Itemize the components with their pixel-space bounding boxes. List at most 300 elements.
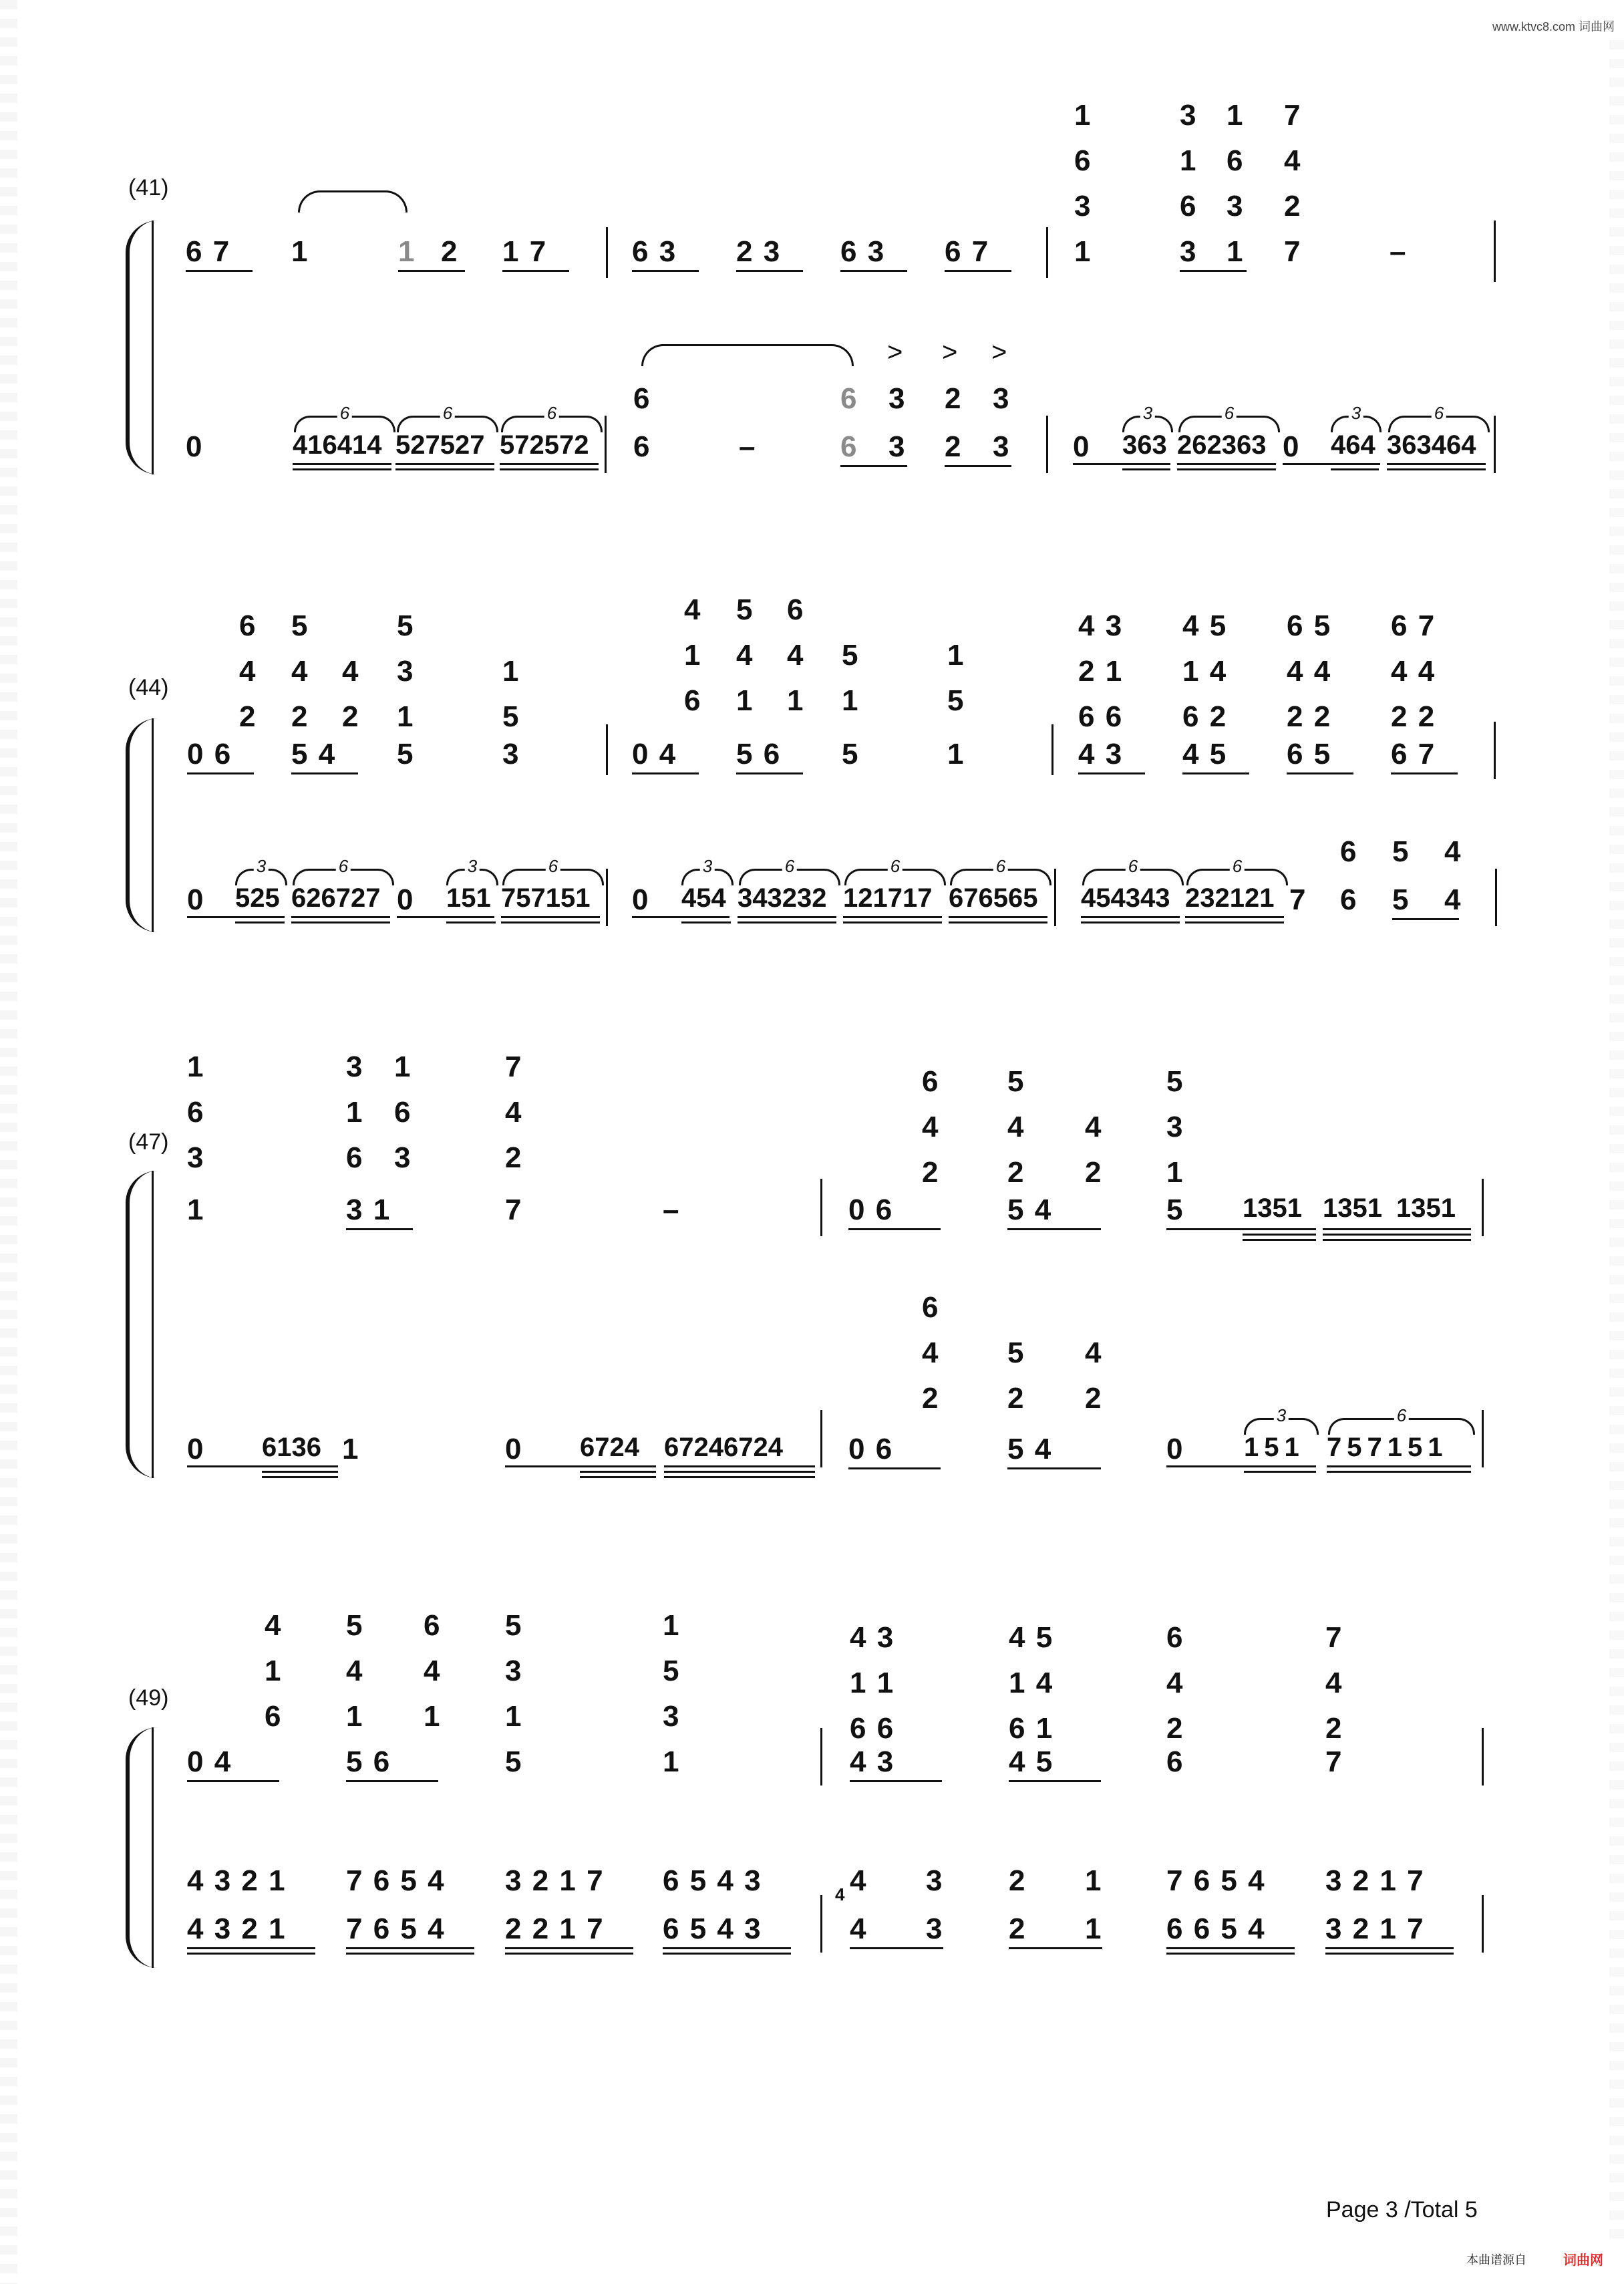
- beam-line: [1007, 1467, 1101, 1469]
- measure-number-41: (41): [128, 175, 169, 200]
- beam-line: [1166, 1947, 1295, 1949]
- system-start-barline: [152, 221, 154, 474]
- beam-line: [632, 916, 729, 918]
- watermark-strip-left: [0, 0, 17, 2284]
- note-group: 6: [1166, 1745, 1184, 1778]
- barline: [820, 1410, 822, 1467]
- chord-note: 2: [342, 700, 360, 733]
- chord-note: 5: [1392, 883, 1410, 916]
- note-group: 1: [342, 1433, 360, 1465]
- chord-note: 5: [1007, 1336, 1025, 1369]
- chord-note: 4 3: [1078, 609, 1124, 642]
- system-start-barline: [152, 1171, 154, 1478]
- beam-line: [580, 1476, 656, 1478]
- rest-dash: –: [739, 430, 757, 463]
- beam-line: [843, 921, 942, 923]
- note-group: 4: [850, 1864, 868, 1897]
- tuplet-bracket: 6: [293, 869, 394, 885]
- tie-slur: [641, 344, 854, 366]
- beam-line: [663, 1953, 791, 1955]
- barline: [606, 869, 608, 926]
- note-group: 2 3: [736, 235, 782, 268]
- chord-note: 6 1: [1009, 1712, 1054, 1745]
- note-group: 0 4: [187, 1745, 232, 1778]
- chord-note: 1: [1074, 235, 1092, 268]
- note-group: 4 3: [1078, 738, 1124, 770]
- chord-note: 1: [736, 684, 754, 717]
- chord-note: 4 5: [1182, 609, 1228, 642]
- beam-line: [262, 1471, 338, 1473]
- grand-staff-brace: [126, 1171, 163, 1478]
- note-group: 5 4: [1007, 1433, 1053, 1465]
- chord-note: 1: [684, 639, 702, 672]
- chord-note: 6: [346, 1141, 364, 1174]
- barline: [1051, 724, 1053, 775]
- note-group: 0: [1283, 430, 1301, 463]
- chord-note: 2: [1325, 1712, 1343, 1745]
- accent-mark: >: [942, 337, 958, 367]
- chord-note: 1: [1227, 235, 1245, 268]
- beam-line: [850, 1947, 943, 1949]
- beam-line: [664, 1465, 815, 1467]
- chord-note: 7: [1325, 1621, 1343, 1654]
- chord-note: 5: [663, 1655, 681, 1687]
- system-start-barline: [152, 1727, 154, 1968]
- chord-note: 6: [1180, 190, 1198, 223]
- beam-line: [500, 463, 599, 465]
- note-group: 0 6: [187, 738, 232, 770]
- beam-line: [505, 1947, 633, 1949]
- note-group: 6 3: [632, 235, 677, 268]
- note-run: 121717: [843, 883, 933, 913]
- note-group: 3 1: [346, 1193, 391, 1226]
- beam-line: [186, 270, 253, 272]
- beam-line: [235, 921, 285, 923]
- chord-note: 4: [342, 655, 360, 688]
- note-run: 363: [1122, 430, 1167, 460]
- chord-note: 7: [1284, 99, 1302, 132]
- time-signature: 4: [835, 1884, 845, 1904]
- note-group: 0: [186, 430, 204, 463]
- note-group: 5 6: [346, 1745, 391, 1778]
- chord-note: 3: [888, 430, 907, 463]
- beam-line: [1081, 921, 1180, 923]
- chord-note: 2: [922, 1156, 940, 1189]
- beam-line: [395, 463, 494, 465]
- beam-line: [346, 1228, 413, 1230]
- beam-line: [1327, 1471, 1471, 1473]
- beam-line: [1073, 463, 1170, 465]
- beam-line: [1244, 1471, 1316, 1473]
- chord-note: 1: [394, 1050, 412, 1083]
- rest-dash: –: [1390, 235, 1408, 268]
- chord-note: 4 5: [1009, 1621, 1054, 1654]
- chord-note: 4: [505, 1096, 523, 1129]
- tuplet-bracket: 6: [501, 416, 603, 432]
- beam-line: [397, 916, 494, 918]
- note-group: 3: [502, 738, 520, 770]
- note-group: 5 4: [1007, 1193, 1053, 1226]
- tuplet-bracket: 3: [1244, 1418, 1319, 1435]
- tuplet-bracket: 3: [446, 869, 498, 885]
- note-run: 626727: [291, 883, 381, 913]
- note-group: 3 2 1 7: [505, 1864, 605, 1897]
- note-group: 5: [1166, 1193, 1184, 1226]
- note-group: 5 4: [291, 738, 337, 770]
- note-run: 676565: [949, 883, 1038, 913]
- beam-line: [580, 1471, 656, 1473]
- note-run: 757151: [1327, 1433, 1448, 1462]
- chord-note: 4: [736, 639, 754, 672]
- chord-note: 6: [840, 382, 858, 415]
- beam-line: [1287, 772, 1353, 774]
- beam-line: [291, 916, 390, 918]
- note-group: 0 6: [848, 1433, 894, 1465]
- note-group: 5: [397, 738, 415, 770]
- chord-note: 4: [1444, 835, 1462, 868]
- chord-note: 6: [840, 430, 858, 463]
- chord-note: 4: [1444, 883, 1462, 916]
- chord-note: 5: [346, 1609, 364, 1642]
- beam-line: [187, 772, 254, 774]
- chord-note: 4: [265, 1609, 283, 1642]
- note-run: 232121: [1185, 883, 1275, 913]
- note-run: 343232: [738, 883, 827, 913]
- chord-note: 1: [787, 684, 805, 717]
- barline: [1494, 416, 1496, 473]
- tuplet-bracket: 6: [1328, 1418, 1475, 1435]
- tuplet-bracket: 6: [502, 869, 604, 885]
- barline: [820, 1895, 822, 1953]
- beam-line: [1122, 468, 1170, 470]
- note-group: 6 5 4 3: [663, 1912, 762, 1945]
- chord-note: 3: [1180, 235, 1198, 268]
- chord-note: 3: [394, 1141, 412, 1174]
- chord-note: 1: [397, 700, 415, 733]
- beam-line: [1185, 921, 1284, 923]
- note-run: 572572: [500, 430, 589, 460]
- chord-note: 6: [1340, 883, 1358, 916]
- chord-note: 5: [291, 609, 309, 642]
- beam-line: [346, 1780, 438, 1782]
- chord-note: 3: [993, 430, 1011, 463]
- chord-note: 7: [505, 1050, 523, 1083]
- chord-note: 4: [291, 655, 309, 688]
- beam-line: [346, 1953, 474, 1955]
- beam-line: [262, 1476, 338, 1478]
- beam-line: [1078, 772, 1145, 774]
- chord-note: 3: [888, 382, 907, 415]
- beam-line: [1323, 1239, 1471, 1241]
- tuplet-bracket: 3: [235, 869, 287, 885]
- chord-note: 6: [787, 593, 805, 626]
- chord-note: 1: [346, 1096, 364, 1129]
- chord-note: 3: [1074, 190, 1092, 223]
- beam-line: [501, 916, 600, 918]
- note-group: 7: [1325, 1745, 1343, 1778]
- tuplet-bracket: 3: [1122, 416, 1173, 432]
- note-group: 3 2 1 7: [1325, 1912, 1425, 1945]
- chord-note: 5: [397, 609, 415, 642]
- chord-note: 3: [346, 1050, 364, 1083]
- barline: [1046, 416, 1048, 473]
- note-group: 7 6 5 4: [346, 1912, 446, 1945]
- note-run: 757151: [501, 883, 591, 913]
- watermark-strip-right: [1609, 40, 1624, 2245]
- note-group: 0: [1073, 430, 1091, 463]
- chord-note: 3: [663, 1700, 681, 1733]
- chord-note: 6: [684, 684, 702, 717]
- chord-note: 5: [502, 700, 520, 733]
- beam-line: [501, 921, 600, 923]
- note-group: 1 7: [502, 235, 548, 268]
- barline: [606, 227, 608, 278]
- note-group: 6 6 5 4: [1166, 1912, 1266, 1945]
- beam-line: [1007, 1228, 1101, 1230]
- chord-note: 3: [505, 1655, 523, 1687]
- barline: [820, 1179, 822, 1236]
- note-group: 6 5: [1287, 738, 1332, 770]
- note-group: 4 3 2 1: [187, 1864, 287, 1897]
- chord-note: 3: [993, 382, 1011, 415]
- beam-line: [505, 1465, 656, 1467]
- note-run: 151: [446, 883, 491, 913]
- note-group: 6 7: [186, 235, 231, 268]
- barline: [1495, 869, 1497, 926]
- measure-number-49: (49): [128, 1685, 169, 1711]
- note-run: 1351: [1323, 1193, 1382, 1223]
- barline: [1482, 1728, 1484, 1786]
- beam-line: [1325, 1947, 1454, 1949]
- beam-line: [346, 1947, 474, 1949]
- note-group: 0: [187, 1433, 205, 1465]
- chord-note: 6: [1227, 144, 1245, 177]
- site-url: www.ktvc8.com 词曲网: [1492, 20, 1615, 33]
- chord-note: 6: [1340, 835, 1358, 868]
- note-group: 4 3 2 1: [187, 1912, 287, 1945]
- beam-line: [850, 1780, 942, 1782]
- rest-dash: –: [663, 1193, 681, 1226]
- note-run: 1351: [1396, 1193, 1456, 1223]
- barline: [1482, 1895, 1484, 1953]
- beam-line: [1180, 270, 1247, 272]
- chord-note: 6: [424, 1609, 442, 1642]
- chord-note: 1: [842, 684, 860, 717]
- note-group: 7: [505, 1193, 523, 1226]
- measure-number-47: (47): [128, 1129, 169, 1155]
- chord-note: 2: [1085, 1382, 1103, 1415]
- note-run: 454343: [1081, 883, 1170, 913]
- chord-note: 2: [922, 1382, 940, 1415]
- beam-line: [502, 270, 569, 272]
- beam-line: [395, 468, 494, 470]
- note-run: 416414: [293, 430, 382, 460]
- note-run: 363464: [1387, 430, 1476, 460]
- beam-line: [187, 1947, 315, 1949]
- chord-note: 2: [945, 430, 963, 463]
- grand-staff-brace: [126, 1727, 163, 1968]
- chord-note: 1: [1180, 144, 1198, 177]
- chord-note: 1: [505, 1700, 523, 1733]
- chord-note: 6 6: [850, 1712, 895, 1745]
- chord-note: 6: [187, 1096, 205, 1129]
- note-group: 6 3: [840, 235, 886, 268]
- chord-note: 4: [787, 639, 805, 672]
- note-run: 262363: [1177, 430, 1267, 460]
- chord-note: 6 5: [1287, 609, 1332, 642]
- beam-line: [187, 916, 285, 918]
- beam-line: [398, 270, 465, 272]
- beam-line: [1327, 1465, 1471, 1467]
- chord-note: 6 2: [1182, 700, 1228, 733]
- barline: [1482, 1410, 1484, 1467]
- note-group: 1: [1085, 1912, 1103, 1945]
- beam-line: [738, 916, 836, 918]
- beam-line: [446, 921, 496, 923]
- beam-line: [738, 921, 836, 923]
- beam-line: [291, 921, 390, 923]
- chord-note: 5: [842, 639, 860, 672]
- chord-note: 2: [505, 1141, 523, 1174]
- chord-note: 6: [922, 1065, 940, 1098]
- note-group: 4 5: [1182, 738, 1228, 770]
- chord-note: 4 4: [1287, 655, 1332, 688]
- beam-line: [843, 916, 942, 918]
- note-group: 1: [398, 235, 416, 268]
- note-group: 2: [1009, 1912, 1027, 1945]
- chord-note: 1: [1074, 99, 1092, 132]
- beam-line: [187, 1780, 279, 1782]
- chord-note: 4: [1007, 1111, 1025, 1143]
- note-group: 0: [1166, 1433, 1184, 1465]
- chord-note: 6 6: [1078, 700, 1124, 733]
- note-group: 0 6: [848, 1193, 894, 1226]
- beam-line: [1325, 1953, 1454, 1955]
- beam-line: [681, 921, 731, 923]
- note-group: 4: [850, 1912, 868, 1945]
- accent-mark: >: [887, 337, 903, 367]
- note-run: 527527: [395, 430, 485, 460]
- beam-line: [1182, 772, 1249, 774]
- note-group: 4 3: [850, 1745, 895, 1778]
- tuplet-bracket: 6: [739, 869, 840, 885]
- chord-note: 1: [663, 1609, 681, 1642]
- beam-line: [945, 465, 1011, 467]
- note-group: 6 7: [945, 235, 990, 268]
- chord-note: 6: [633, 430, 651, 463]
- note-group: 7 6 5 4: [346, 1864, 446, 1897]
- chord-note: 3: [1166, 1111, 1184, 1143]
- chord-note: 1: [1166, 1156, 1184, 1189]
- chord-note: 1: [187, 1193, 205, 1226]
- footer-site-logo: 词曲网: [1563, 2253, 1603, 2268]
- note-group: 7 6 5 4: [1166, 1864, 1266, 1897]
- beam-line: [1166, 1465, 1316, 1467]
- chord-note: 2: [291, 700, 309, 733]
- note-group: 1: [663, 1745, 681, 1778]
- beam-line: [1009, 1780, 1101, 1782]
- beam-line: [1009, 1947, 1102, 1949]
- note-group: 2: [1009, 1864, 1027, 1897]
- chord-note: 6: [633, 382, 651, 415]
- barline: [1494, 722, 1496, 779]
- chord-note: 3: [1227, 190, 1245, 223]
- beam-line: [736, 270, 803, 272]
- tuplet-bracket: 3: [1331, 416, 1382, 432]
- chord-note: 1: [265, 1655, 283, 1687]
- chord-note: 4: [1325, 1667, 1343, 1699]
- beam-line: [1323, 1228, 1471, 1230]
- chord-note: 6: [1074, 144, 1092, 177]
- measure-number-44: (44): [128, 675, 169, 700]
- beam-line: [500, 468, 599, 470]
- barline: [1054, 869, 1056, 926]
- beam-line: [736, 772, 803, 774]
- note-group: 0: [632, 883, 650, 916]
- chord-note: 1: [187, 1050, 205, 1083]
- beam-line: [840, 465, 907, 467]
- chord-note: 3: [187, 1141, 205, 1174]
- note-run: 151: [1244, 1433, 1305, 1462]
- barline: [605, 416, 607, 473]
- chord-note: 5: [505, 1609, 523, 1642]
- beam-line: [945, 270, 1011, 272]
- grand-staff-brace: [126, 221, 163, 474]
- beam-line: [1331, 468, 1379, 470]
- beam-line: [1177, 463, 1276, 465]
- beam-line: [1323, 1234, 1471, 1236]
- chord-note: 2 2: [1287, 700, 1332, 733]
- chord-note: 2: [1007, 1156, 1025, 1189]
- chord-note: 5: [1007, 1065, 1025, 1098]
- note-group: 2 2 1 7: [505, 1912, 605, 1945]
- grand-staff-brace: [126, 718, 163, 932]
- barline: [820, 1728, 822, 1786]
- note-run: 1351: [1243, 1193, 1302, 1223]
- tuplet-bracket: 6: [950, 869, 1051, 885]
- chord-note: 4: [1166, 1667, 1184, 1699]
- beam-line: [187, 1953, 315, 1955]
- footer-source-label: 本曲谱源自: [1466, 2253, 1526, 2267]
- beam-line: [1243, 1239, 1316, 1241]
- chord-note: 5: [1392, 835, 1410, 868]
- note-run: 454: [681, 883, 726, 913]
- note-group: 4 5: [1009, 1745, 1054, 1778]
- chord-note: 6: [394, 1096, 412, 1129]
- note-group: 0: [505, 1433, 523, 1465]
- beam-line: [1283, 463, 1380, 465]
- note-group: 1: [291, 235, 309, 268]
- note-run: 6724: [580, 1433, 639, 1462]
- chord-note: 7: [1284, 235, 1302, 268]
- chord-note: 6: [265, 1700, 283, 1733]
- chord-note: 4 3: [850, 1621, 895, 1654]
- note-group: 5: [842, 738, 860, 770]
- beam-line: [1243, 1234, 1316, 1236]
- chord-note: 1: [424, 1700, 442, 1733]
- accent-mark: >: [991, 337, 1007, 367]
- note-group: 6 5 4 3: [663, 1864, 762, 1897]
- tuplet-bracket: 6: [1082, 869, 1184, 885]
- tuplet-bracket: 6: [294, 416, 395, 432]
- chord-note: 6: [239, 609, 257, 642]
- tuplet-bracket: 6: [1186, 869, 1288, 885]
- chord-note: 6 7: [1391, 609, 1436, 642]
- chord-note: 1: [1227, 99, 1245, 132]
- note-group: 3: [926, 1864, 944, 1897]
- chord-note: 1: [947, 639, 965, 672]
- chord-note: 6: [1166, 1621, 1184, 1654]
